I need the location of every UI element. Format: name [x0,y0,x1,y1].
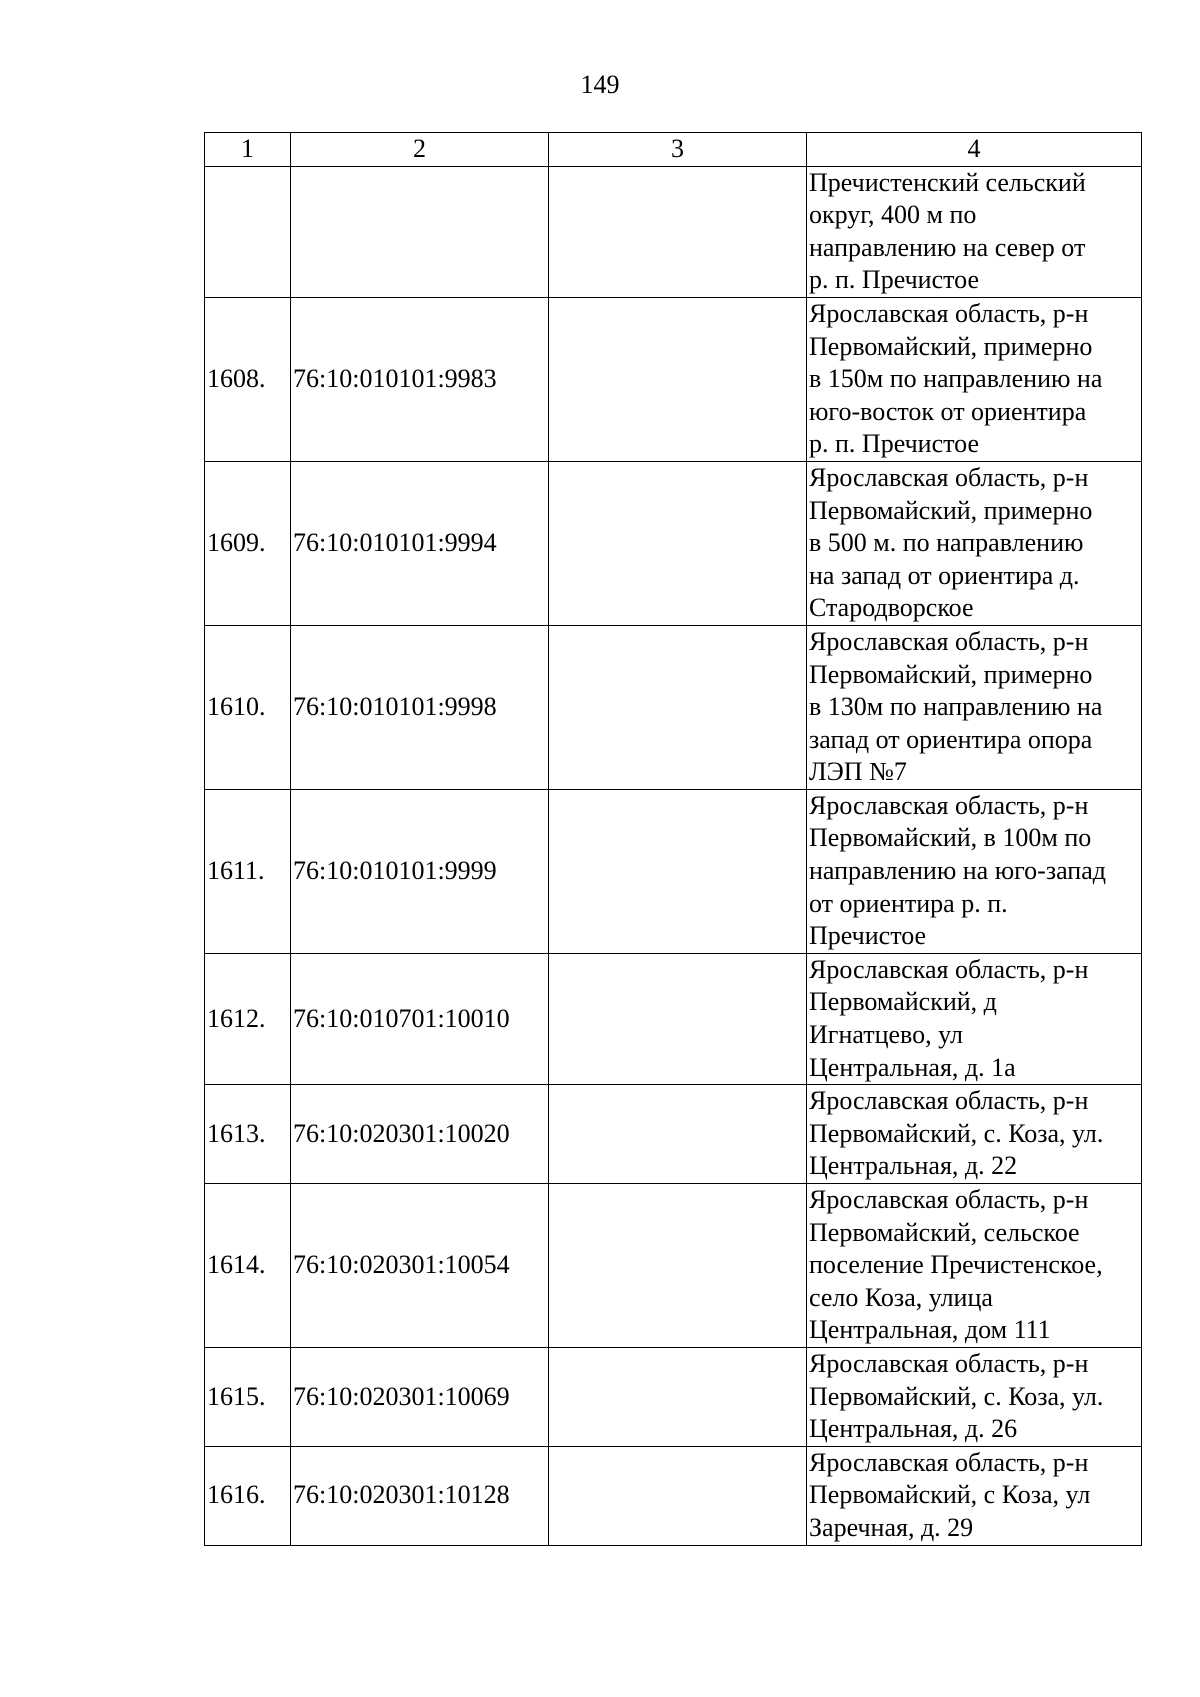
column-3-cell [549,1085,807,1184]
row-number: 1608. [205,297,291,461]
location-address [807,461,1142,625]
address-line: р. п. Пречистое [809,265,979,295]
location-address [807,1446,1142,1545]
address-line: ЛЭП №7 [809,757,907,787]
address-line: Первомайский, примерно [809,659,1093,689]
location-address [807,1347,1142,1446]
cadastral-number: 76:10:020301:10054 [291,1184,549,1348]
address-line: в 150м по направлению на [809,364,1103,394]
column-3-cell [549,461,807,625]
column-3-cell [549,166,807,297]
table-row [205,625,1142,789]
address-line: на запад от ориентира д. [809,560,1080,590]
address-line: село Коза, улица [809,1282,993,1312]
cadastral-number: 76:10:010101:9998 [291,625,549,789]
column-3-cell [549,1184,807,1348]
address-line: Первомайский, в 100м по [809,823,1092,853]
table-row [205,1184,1142,1348]
address-line: Ярославская область, р-н [809,954,1089,984]
cadastral-register-table [204,132,1142,1546]
address-line: Центральная, дом 111 [809,1315,1051,1345]
location-address [807,1184,1142,1348]
table-row [205,297,1142,461]
address-line: Ярославская область, р-н [809,1447,1089,1477]
table-header [205,133,1142,167]
address-line: направлению на север от [809,232,1086,262]
address-line: направлению на юго-запад [809,856,1106,886]
address-line: Первомайский, с. Коза, ул. [809,1118,1104,1148]
address-line: Первомайский, сельское [809,1217,1080,1247]
cadastral-number: 76:10:010101:9994 [291,461,549,625]
address-line: от ориентира р. п. [809,888,1008,918]
location-address [807,953,1142,1084]
column-3-cell [549,789,807,953]
row-number: 1609. [205,461,291,625]
address-line: Ярославская область, р-н [809,790,1089,820]
address-line: Первомайский, примерно [809,331,1093,361]
cadastral-number [291,166,549,297]
address-line: в 130м по направлению на [809,692,1103,722]
row-number: 1613. [205,1085,291,1184]
location-address [807,166,1142,297]
cadastral-number: 76:10:010701:10010 [291,953,549,1084]
address-line: Первомайский, с. Коза, ул. [809,1381,1104,1411]
cadastral-number: 76:10:020301:10069 [291,1347,549,1446]
address-line: Стародворское [809,593,974,623]
address-line: Первомайский, д [809,987,997,1017]
row-number [205,166,291,297]
address-line: округ, 400 м по [809,200,977,230]
column-3-cell [549,297,807,461]
header-col-3: 3 [549,133,807,167]
address-line: юго-восток от ориентира [809,396,1087,426]
row-number: 1612. [205,953,291,1084]
header-col-2: 2 [291,133,549,167]
table-row [205,953,1142,1084]
location-address [807,1085,1142,1184]
location-address [807,789,1142,953]
address-line: Игнатцево, ул [809,1020,963,1050]
address-line: Пречистенский сельский [809,167,1086,197]
cadastral-number: 76:10:020301:10020 [291,1085,549,1184]
location-address [807,297,1142,461]
address-line: Ярославская область, р-н [809,462,1089,492]
row-number: 1615. [205,1347,291,1446]
address-line: Пречистое [809,921,927,951]
address-line: Заречная, д. 29 [809,1512,974,1542]
address-line: Центральная, д. 22 [809,1151,1018,1181]
table-body [205,166,1142,1545]
row-number: 1611. [205,789,291,953]
column-3-cell [549,1446,807,1545]
table-row [205,1085,1142,1184]
table-row [205,461,1142,625]
row-number: 1616. [205,1446,291,1545]
address-line: Центральная, д. 1а [809,1052,1016,1082]
table-row [205,166,1142,297]
address-line: Центральная, д. 26 [809,1414,1018,1444]
address-line: поселение Пречистенское, [809,1250,1103,1280]
address-line: Ярославская область, р-н [809,1348,1089,1378]
column-3-cell [549,1347,807,1446]
table-row [205,789,1142,953]
address-line: запад от ориентира опора [809,724,1093,754]
location-address [807,625,1142,789]
header-col-4: 4 [807,133,1142,167]
header-col-1: 1 [205,133,291,167]
row-number: 1610. [205,625,291,789]
table-row [205,1347,1142,1446]
table-row [205,1446,1142,1545]
address-line: Ярославская область, р-н [809,1185,1089,1214]
address-line: в 500 м. по направлению [809,528,1084,558]
row-number: 1614. [205,1184,291,1348]
header-row [205,133,1142,167]
address-line: Ярославская область, р-н [809,626,1089,656]
cadastral-number: 76:10:020301:10128 [291,1446,549,1545]
cadastral-number: 76:10:010101:9983 [291,297,549,461]
column-3-cell [549,953,807,1084]
page-number: 149 [580,70,620,99]
address-line: Первомайский, примерно [809,495,1093,525]
address-line: Ярославская область, р-н [809,298,1089,328]
address-line: Ярославская область, р-н [809,1086,1089,1116]
address-line: Первомайский, с Коза, ул [809,1480,1091,1510]
cadastral-number: 76:10:010101:9999 [291,789,549,953]
address-line: р. п. Пречистое [809,429,979,459]
column-3-cell [549,625,807,789]
